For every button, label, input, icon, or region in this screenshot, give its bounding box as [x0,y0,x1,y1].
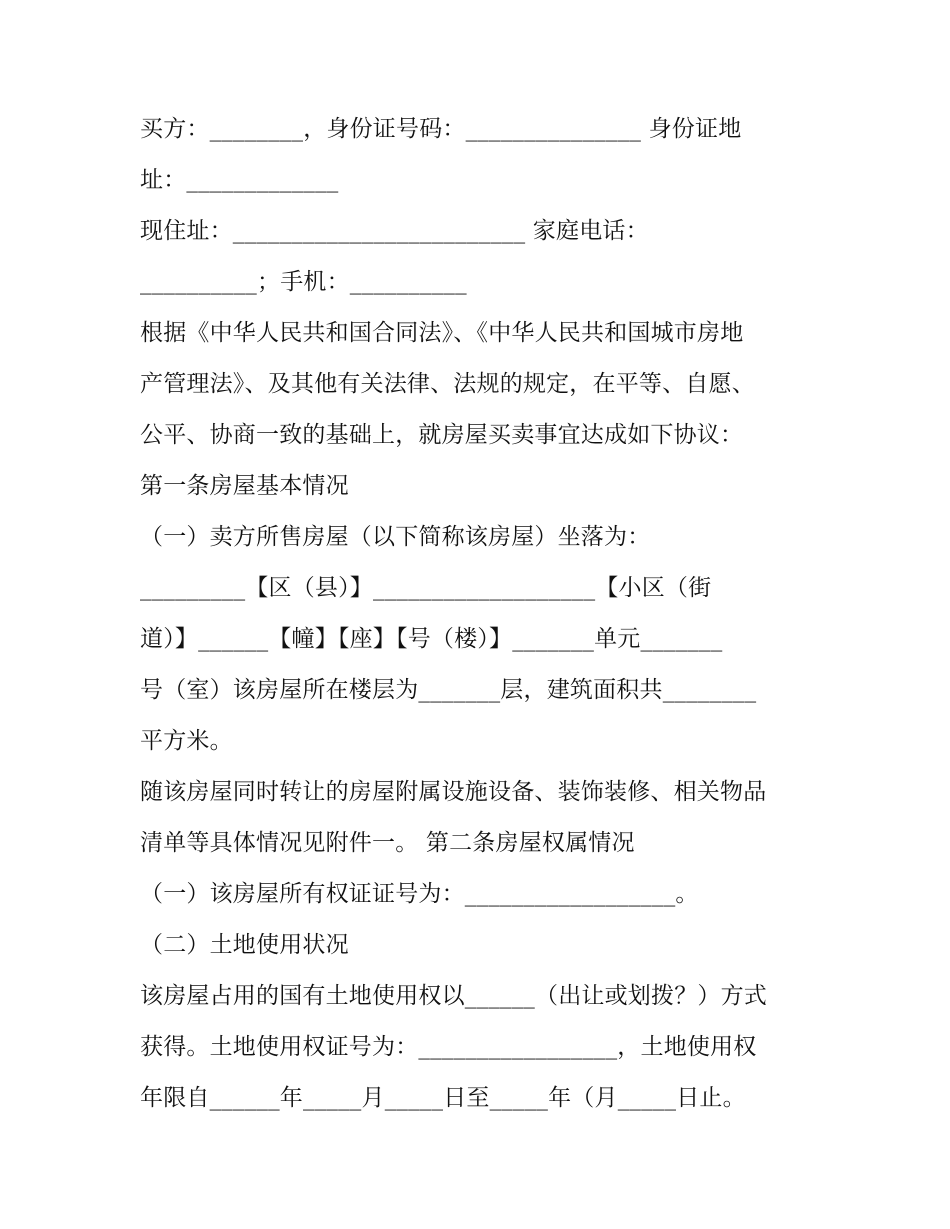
location-line-2: 道）】______【幢】【座】【号（楼）】_______单元_______ [140,626,723,652]
article-1-item-1: （一）卖方所售房屋（以下简称该房屋）坐落为： [140,524,651,550]
preamble-line-2: 产管理法》、及其他有关法律、法规的规定，在平等、自愿、 [140,371,755,397]
location-line-3: 号（室）该房屋所在楼层为_______层，建筑面积共________ [140,677,757,703]
preamble-line-3: 公平、协商一致的基础上，就房屋买卖事宜达成如下协议： [140,422,744,448]
ownership-cert-line: （一）该房屋所有权证证号为：__________________。 [140,881,699,907]
attachments-line-1: 随该房屋同时转让的房屋附属设施设备、装饰装修、相关物品 [140,779,767,805]
current-address-line: 现住址：_________________________ 家庭电话： [140,218,649,244]
land-use-heading: （二）土地使用状况 [140,932,349,958]
phone-line: __________；手机：__________ [140,269,467,295]
land-use-line-1: 该房屋占用的国有土地使用权以______（出让或划拨？）方式 [140,983,767,1009]
buyer-id-line: 买方：________，身份证号码：_______________ 身份证地 [140,116,742,142]
article-1-heading: 第一条房屋基本情况 [140,473,349,499]
contract-page [140,104,830,1124]
preamble-line-1: 根据《中华人民共和国合同法》、《中华人民共和国城市房地 [140,320,744,346]
buyer-id-address-line: 址：_____________ [140,167,339,193]
land-use-line-2: 获得。土地使用权证号为：_________________，土地使用权 [140,1034,757,1060]
location-line-1: _________【区（县）】___________________【小区（街 [140,575,712,601]
land-use-line-3: 年限自______年_____月_____日至_____年（月_____日止。 [140,1085,746,1111]
area-unit-line: 平方米。 [140,728,233,754]
attachments-line-2: 清单等具体情况见附件一。 第二条房屋权属情况 [140,830,635,856]
